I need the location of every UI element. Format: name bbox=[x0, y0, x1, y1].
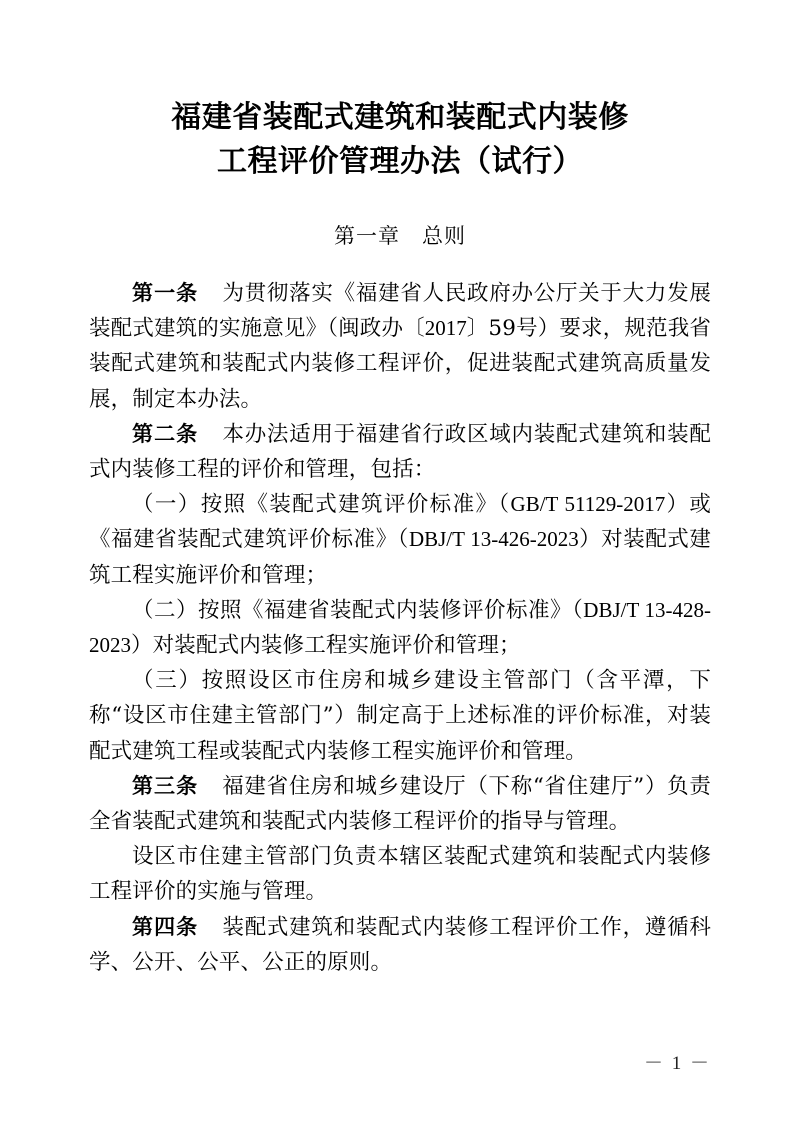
page-number-footer: － 1 － bbox=[643, 1053, 711, 1074]
title-line-1: 福建省装配式建筑和装配式内装修 bbox=[171, 100, 629, 135]
list-item-3 bbox=[89, 663, 711, 769]
list-item-3-text: 按照设区市住房和城乡建设主管部门（含平潭，下称“设区市住建主管部门”）制定高于上述标准的评价标准，对装配式建筑工程或装配式内装修工程实施评价和管理。 bbox=[89, 668, 711, 764]
article-label-2: 第二条 bbox=[132, 421, 199, 446]
article-3-text: 福建省住房和城乡建设厅（下称“省住建厅”）负责全省装配式建筑和装配式内装修工程评价的指导与管理。 bbox=[89, 773, 712, 835]
list-item-3-marker: （三） bbox=[132, 668, 202, 694]
article-1-text-a: 为贯彻落实《福建省人民政府办公厅关于大力发展装配式建筑的实施意见》（闽政办〔 bbox=[89, 281, 711, 342]
title-line-2: 工程评价管理办法（试行） bbox=[217, 144, 583, 179]
article-paragraph-3 bbox=[89, 769, 711, 839]
list-item-2-text-b: ）对装配式内装修工程实施评价和管理； bbox=[131, 633, 521, 659]
list-item-1-text-a: 按照《装配式建筑评价标准》（ bbox=[200, 492, 511, 518]
page-title bbox=[0, 96, 800, 184]
list-item-2-text-a: 按照《福建省装配式内装修评价标准》（ bbox=[198, 597, 584, 623]
article-3-subparagraph: 设区市住建主管部门负责本辖区装配式建筑和装配式内装修工程评价的实施与管理。 bbox=[89, 844, 711, 905]
article-4-text: 装配式建筑和装配式内装修工程评价工作，遵循科学、公开、公平、公正的原则。 bbox=[89, 914, 711, 975]
article-paragraph-4 bbox=[89, 910, 711, 980]
list-item-1-text-b: ）或《福建省装配式建筑评价标准》（ bbox=[89, 492, 711, 553]
list-item-1-standard-1: GB/T 51129-2017 bbox=[510, 492, 666, 517]
list-item-1-marker: （一） bbox=[132, 492, 201, 518]
list-item-2 bbox=[89, 593, 711, 663]
list-item-1 bbox=[89, 487, 711, 593]
article-label-4: 第四条 bbox=[132, 914, 199, 939]
list-item-2-standard-1: DBJ/T 13-428-2023 bbox=[89, 597, 712, 658]
document-body bbox=[89, 276, 711, 980]
chapter-heading: 第一章 总则 bbox=[334, 224, 466, 248]
article-1-year: 2017 bbox=[424, 316, 467, 341]
article-paragraph-1 bbox=[89, 276, 711, 417]
article-paragraph-2 bbox=[89, 417, 711, 487]
article-label-1: 第一条 bbox=[132, 281, 199, 305]
article-2-text: 本办法适用于福建省行政区域内装配式建筑和装配式内装修工程的评价和管理，包括： bbox=[89, 421, 711, 483]
list-item-1-text-c: ）对装配式建筑工程实施评价和管理； bbox=[89, 527, 711, 588]
list-item-2-marker: （二） bbox=[132, 597, 199, 623]
article-label-3: 第三条 bbox=[132, 773, 199, 798]
article-1-text-b: 〕59号）要求，规范我省装配式建筑和装配式内装修工程评价，促进装配式建筑高质量发展，制定本办法。 bbox=[89, 316, 711, 412]
list-item-1-standard-2: DBJ/T 13-426-2023 bbox=[408, 527, 579, 552]
